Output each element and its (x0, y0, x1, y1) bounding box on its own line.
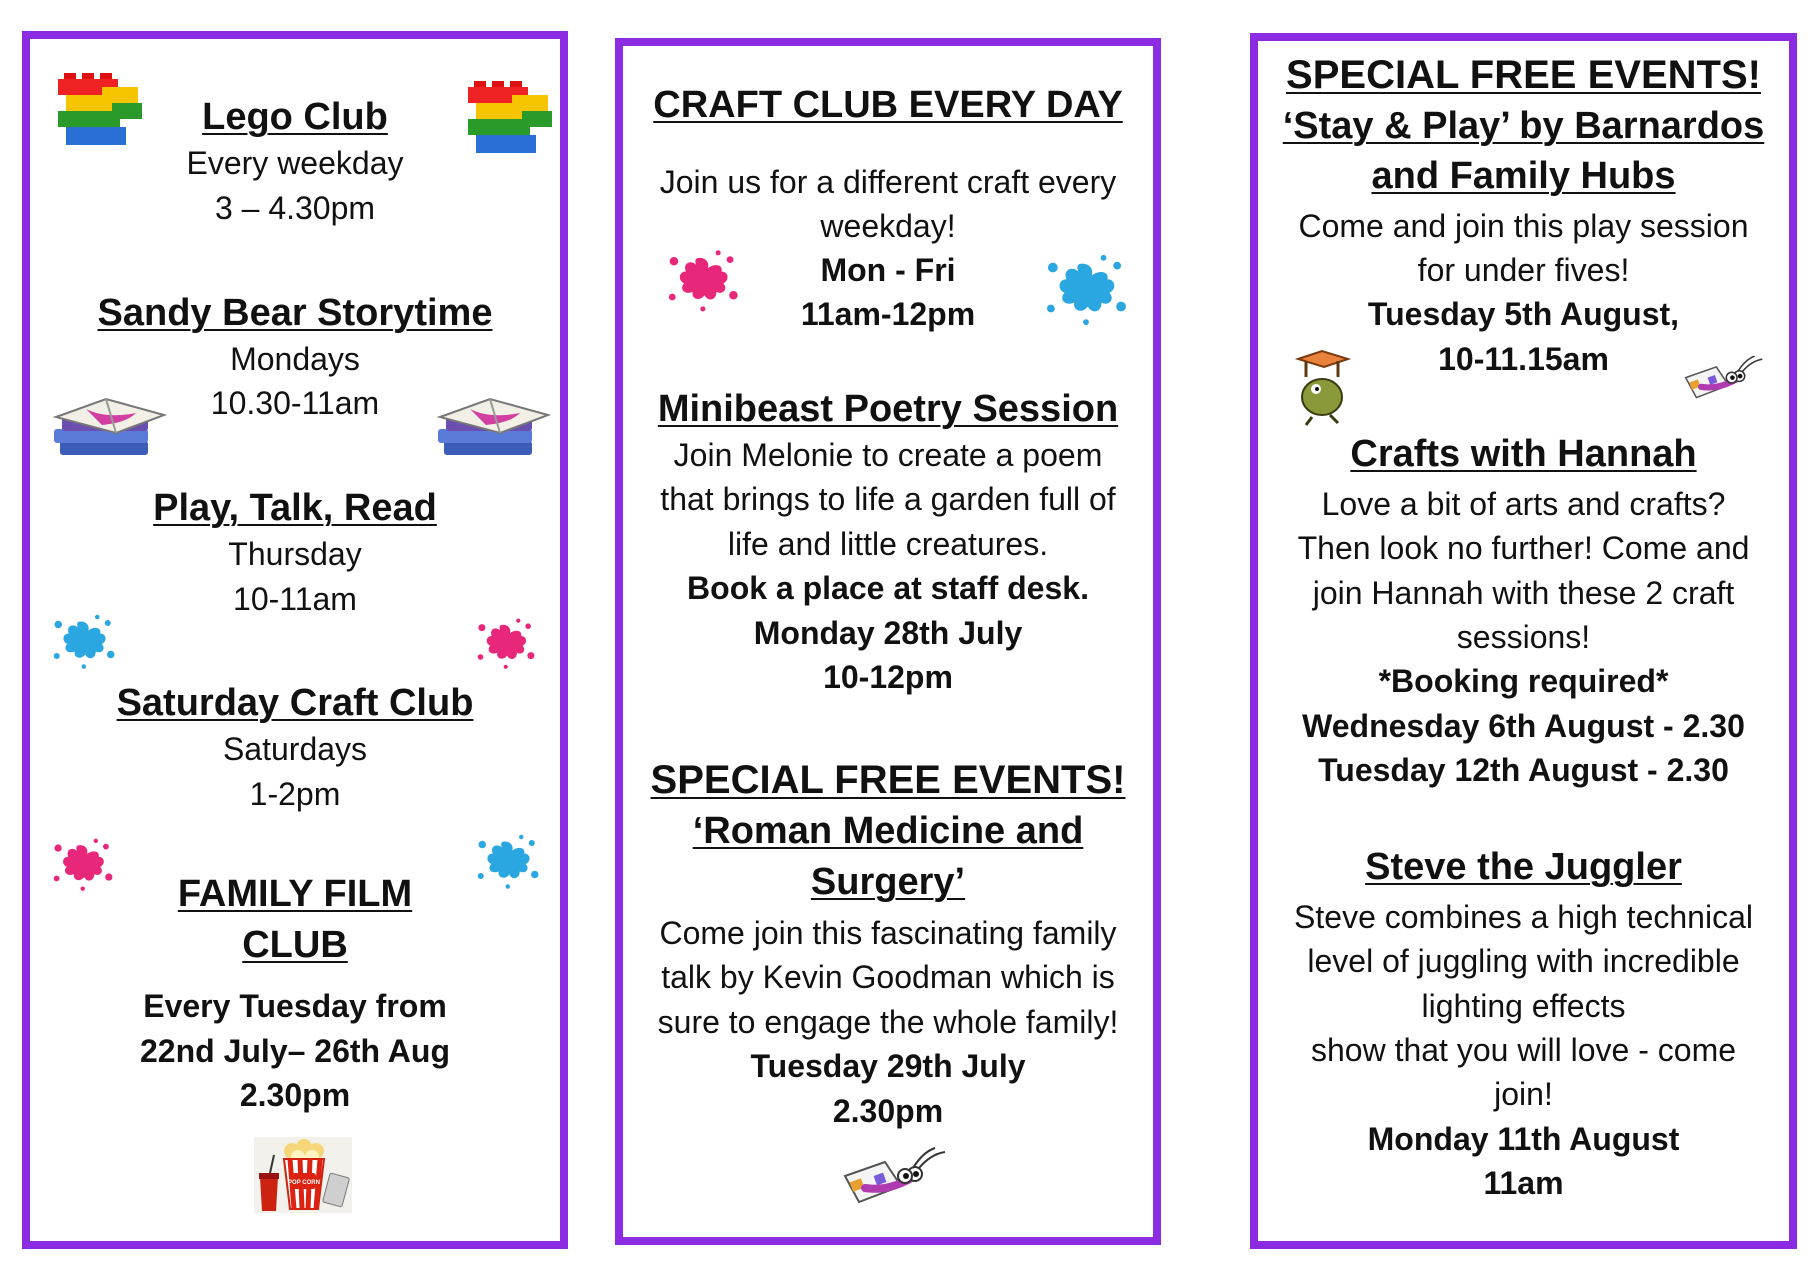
books-icon-right (430, 389, 554, 469)
film-club-dates: 22nd July– 26th Aug (140, 1033, 450, 1069)
play-talk-read-title: Play, Talk, Read (153, 487, 437, 529)
juggler-desc-line2: level of juggling with incredible (1307, 943, 1740, 979)
roman-desc-line3: sure to engage the whole family! (657, 1004, 1119, 1040)
hannah-desc-line4: sessions! (1456, 619, 1591, 655)
pink-paint-splat-icon (661, 246, 743, 314)
poetry-booking: Book a place at staff desk. (687, 570, 1089, 606)
cartoon-bug-with-book-icon (1288, 347, 1356, 427)
film-club-title-line1: FAMILY FILM (177, 873, 413, 915)
poetry-desc-line3: life and little creatures. (727, 526, 1049, 562)
lego-club-time: 3 – 4.30pm (214, 190, 376, 226)
poetry-time: 10-12pm (823, 659, 953, 695)
crafts-with-hannah-title: Crafts with Hannah (1350, 433, 1697, 475)
film-club-time: 2.30pm (239, 1077, 351, 1113)
blue-paint-splat-icon (46, 611, 120, 671)
lego-club-title: Lego Club (202, 96, 388, 138)
stay-play-time: 10-11.15am (1438, 341, 1609, 377)
stay-play-date: Tuesday 5th August, (1367, 296, 1680, 332)
stay-play-desc-line2: for under fives! (1417, 252, 1630, 288)
saturday-craft-days: Saturdays (222, 731, 368, 767)
hannah-booking-note: *Booking required* (1378, 663, 1669, 699)
juggler-desc-line5: join! (1494, 1076, 1553, 1112)
roman-date: Tuesday 29th July (750, 1048, 1026, 1084)
storytime-days: Mondays (230, 341, 360, 377)
craft-club-time: 11am-12pm (800, 296, 976, 332)
roman-medicine-title-line1: ‘Roman Medicine and (692, 810, 1084, 852)
juggler-date: Monday 11th August (1367, 1121, 1680, 1157)
special-events-heading: SPECIAL FREE EVENTS! (650, 758, 1126, 802)
storytime-title: Sandy Bear Storytime (97, 292, 493, 334)
hannah-desc-line3: join Hannah with these 2 craft (1312, 575, 1735, 611)
poetry-desc-line1: Join Melonie to create a poem (673, 437, 1103, 473)
roman-medicine-title-line2: Surgery’ (810, 861, 966, 903)
poetry-date: Monday 28th July (753, 615, 1023, 651)
craft-club-days: Mon - Fri (820, 252, 956, 288)
lego-club-days: Every weekday (186, 145, 404, 181)
play-talk-read-day: Thursday (228, 536, 362, 572)
craft-club-desc-line1: Join us for a different craft every (659, 164, 1117, 200)
hannah-desc-line2: Then look no further! Come and (1297, 530, 1750, 566)
hannah-session-2: Tuesday 12th August - 2.30 (1318, 752, 1729, 788)
craft-club-desc-line2: weekday! (820, 208, 956, 244)
pink-paint-splat-icon (470, 615, 540, 671)
popcorn-icon (254, 1137, 352, 1213)
steve-juggler-title: Steve the Juggler (1365, 846, 1682, 888)
film-club-schedule: Every Tuesday from (143, 988, 447, 1024)
hannah-session-1: Wednesday 6th August - 2.30 (1302, 708, 1745, 744)
saturday-craft-time: 1-2pm (249, 776, 341, 812)
roman-desc-line1: Come join this fascinating family (659, 915, 1117, 951)
blue-paint-splat-icon (1037, 250, 1133, 328)
panel-regular-activities (22, 31, 568, 1249)
hannah-desc-line1: Love a bit of arts and crafts? (1321, 486, 1726, 522)
stay-play-desc-line1: Come and join this play session (1298, 208, 1749, 244)
popcorn-label: POP CORN (288, 1180, 320, 1186)
roman-time: 2.30pm (832, 1093, 944, 1129)
roman-desc-line2: talk by Kevin Goodman which is (661, 959, 1115, 995)
stay-play-title-line1: ‘Stay & Play’ by Barnardos (1282, 105, 1765, 147)
poetry-session-title: Minibeast Poetry Session (657, 388, 1119, 430)
juggler-desc-line4: show that you will love - come (1310, 1032, 1737, 1068)
books-icon-left (46, 389, 170, 469)
panel-special-events (1250, 33, 1797, 1249)
bookworm-bug-icon (1678, 345, 1770, 421)
special-events-heading: SPECIAL FREE EVENTS! (1286, 53, 1761, 97)
stay-play-title-line2: and Family Hubs (1371, 155, 1676, 197)
juggler-desc-line1: Steve combines a high technical (1294, 899, 1753, 935)
juggler-time: 11am (1483, 1165, 1564, 1201)
play-talk-read-time: 10-11am (233, 581, 357, 617)
storytime-time: 10.30-11am (210, 385, 380, 421)
poetry-desc-line2: that brings to life a garden full of (660, 481, 1116, 517)
panel-craft-and-events (615, 38, 1161, 1245)
film-club-title-line2: CLUB (242, 924, 348, 966)
bookworm-bug-icon (835, 1146, 955, 1220)
juggler-desc-line3: lighting effects (1421, 988, 1626, 1024)
saturday-craft-title: Saturday Craft Club (116, 682, 474, 724)
craft-club-title: CRAFT CLUB EVERY DAY (653, 84, 1123, 126)
